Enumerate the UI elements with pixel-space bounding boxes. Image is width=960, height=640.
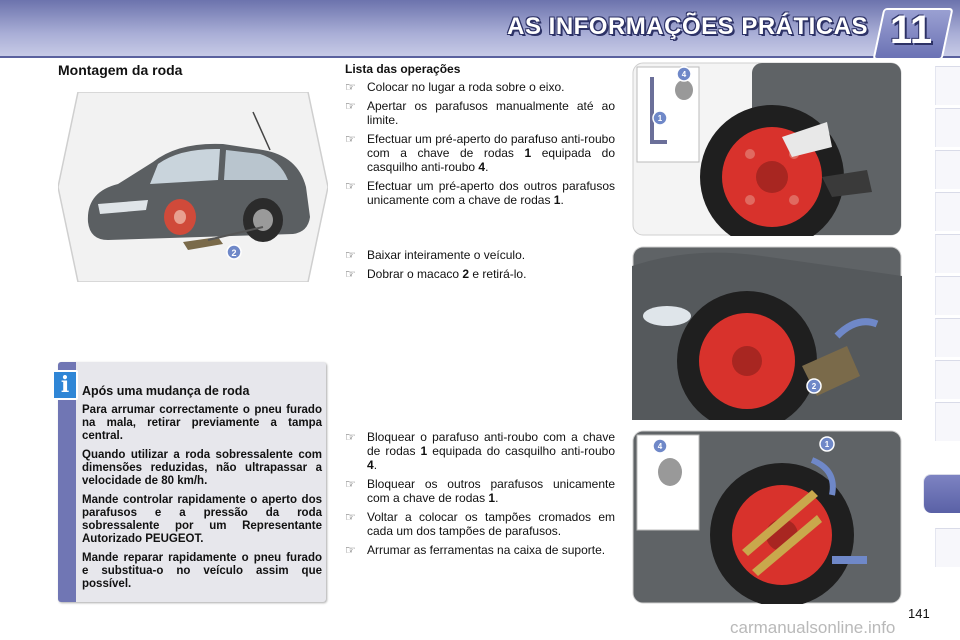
callout-number: 1 [824, 440, 830, 449]
chapter-tab[interactable] [935, 402, 960, 441]
hand-pointer-icon: ☞ [345, 132, 356, 146]
watermark: carmanualsonline.info [730, 618, 896, 637]
operation-step: ☞ Baixar inteiramente o veículo. [345, 248, 526, 262]
wheel-fitting-illustration [632, 62, 902, 236]
operations-list-3 [345, 430, 615, 562]
info-icon: i [52, 370, 78, 400]
chapter-tab[interactable] [935, 150, 960, 189]
info-paragraph: Para arrumar correctamente o pneu furado na mala, retirar previamente a tampa central. [82, 404, 322, 442]
operations-list-1 [345, 62, 615, 212]
tightening-bolts-illustration [632, 430, 902, 604]
chapter-tab[interactable] [935, 276, 960, 315]
callout-number: 4 [681, 70, 687, 79]
callout-number: 2 [811, 382, 817, 391]
hand-pointer-icon: ☞ [345, 510, 356, 524]
section-title: Montagem da roda [58, 62, 183, 78]
chapter-tab[interactable] [935, 108, 960, 147]
operation-step: ☞ Dobrar o macaco 2 e retirá-lo. [345, 267, 527, 281]
operation-step: ☞ Voltar a colocar os tampões cromados em cada um dos tampões de parafusos. [345, 510, 615, 538]
operation-step: ☞ Apertar os parafusos manualmente até ao limite. [345, 99, 615, 127]
chapter-tab[interactable] [935, 318, 960, 357]
lowering-vehicle-illustration [632, 246, 902, 420]
chapter-tab[interactable] [935, 360, 960, 399]
hand-pointer-icon: ☞ [345, 179, 356, 193]
chapter-tabs [930, 66, 960, 576]
car-on-jack-illustration [58, 92, 328, 282]
callout-number: 4 [657, 442, 663, 451]
operation-step: ☞ Efectuar um pré-aperto dos outros parafusos unicamente com a chave de rodas 1. [345, 179, 615, 207]
page-number: 141 [908, 606, 930, 621]
operation-step: ☞ Bloquear o parafuso anti-roubo com a chave de rodas 1 equipada do casquilho anti-roubo 4. [345, 430, 615, 472]
operations-title: Lista das operações [345, 62, 461, 76]
info-box-title: Após uma mudança de roda [82, 384, 250, 398]
chapter-tab-active[interactable] [923, 474, 960, 513]
hand-pointer-icon: ☞ [345, 543, 356, 557]
chapter-number: 11 [889, 8, 933, 52]
hand-pointer-icon: ☞ [345, 477, 356, 491]
info-paragraph: Mande reparar rapidamente o pneu furado e substitua-o no veículo assim que possível. [82, 552, 322, 590]
hand-pointer-icon: ☞ [345, 248, 356, 262]
operation-step: ☞ Colocar no lugar a roda sobre o eixo. [345, 80, 565, 94]
chapter-tab[interactable] [935, 192, 960, 231]
chapter-tab[interactable] [935, 66, 960, 105]
chapter-title: AS INFORMAÇÕES PRÁTICAS [507, 13, 868, 40]
operation-step: ☞ Efectuar um pré-aperto do parafuso anti-roubo com a chave de rodas 1 equipada do casquilho anti-roubo 4. [345, 132, 615, 174]
page-header [0, 0, 960, 58]
hand-pointer-icon: ☞ [345, 99, 356, 113]
info-box-content [82, 384, 322, 597]
hand-pointer-icon: ☞ [345, 267, 356, 281]
chapter-tab[interactable] [935, 528, 960, 567]
callout-number: 1 [657, 114, 663, 123]
chapter-tab[interactable] [935, 234, 960, 273]
callout-number: 2 [231, 248, 237, 258]
operation-step: ☞ Bloquear os outros parafusos unicamente com a chave de rodas 1. [345, 477, 615, 505]
hand-pointer-icon: ☞ [345, 80, 356, 94]
operations-list-2 [345, 248, 615, 286]
info-paragraph: Mande controlar rapidamente o aperto dos parafusos e a pressão da roda sobressalente por um Representante Autorizado PEUGEOT. [82, 494, 322, 545]
operation-step: ☞ Arrumar as ferramentas na caixa de suporte. [345, 543, 606, 557]
info-paragraph: Quando utilizar a roda sobressalente com dimensões reduzidas, não ultrapassar a velocidade de 80 km/h. [82, 449, 322, 487]
hand-pointer-icon: ☞ [345, 430, 356, 444]
